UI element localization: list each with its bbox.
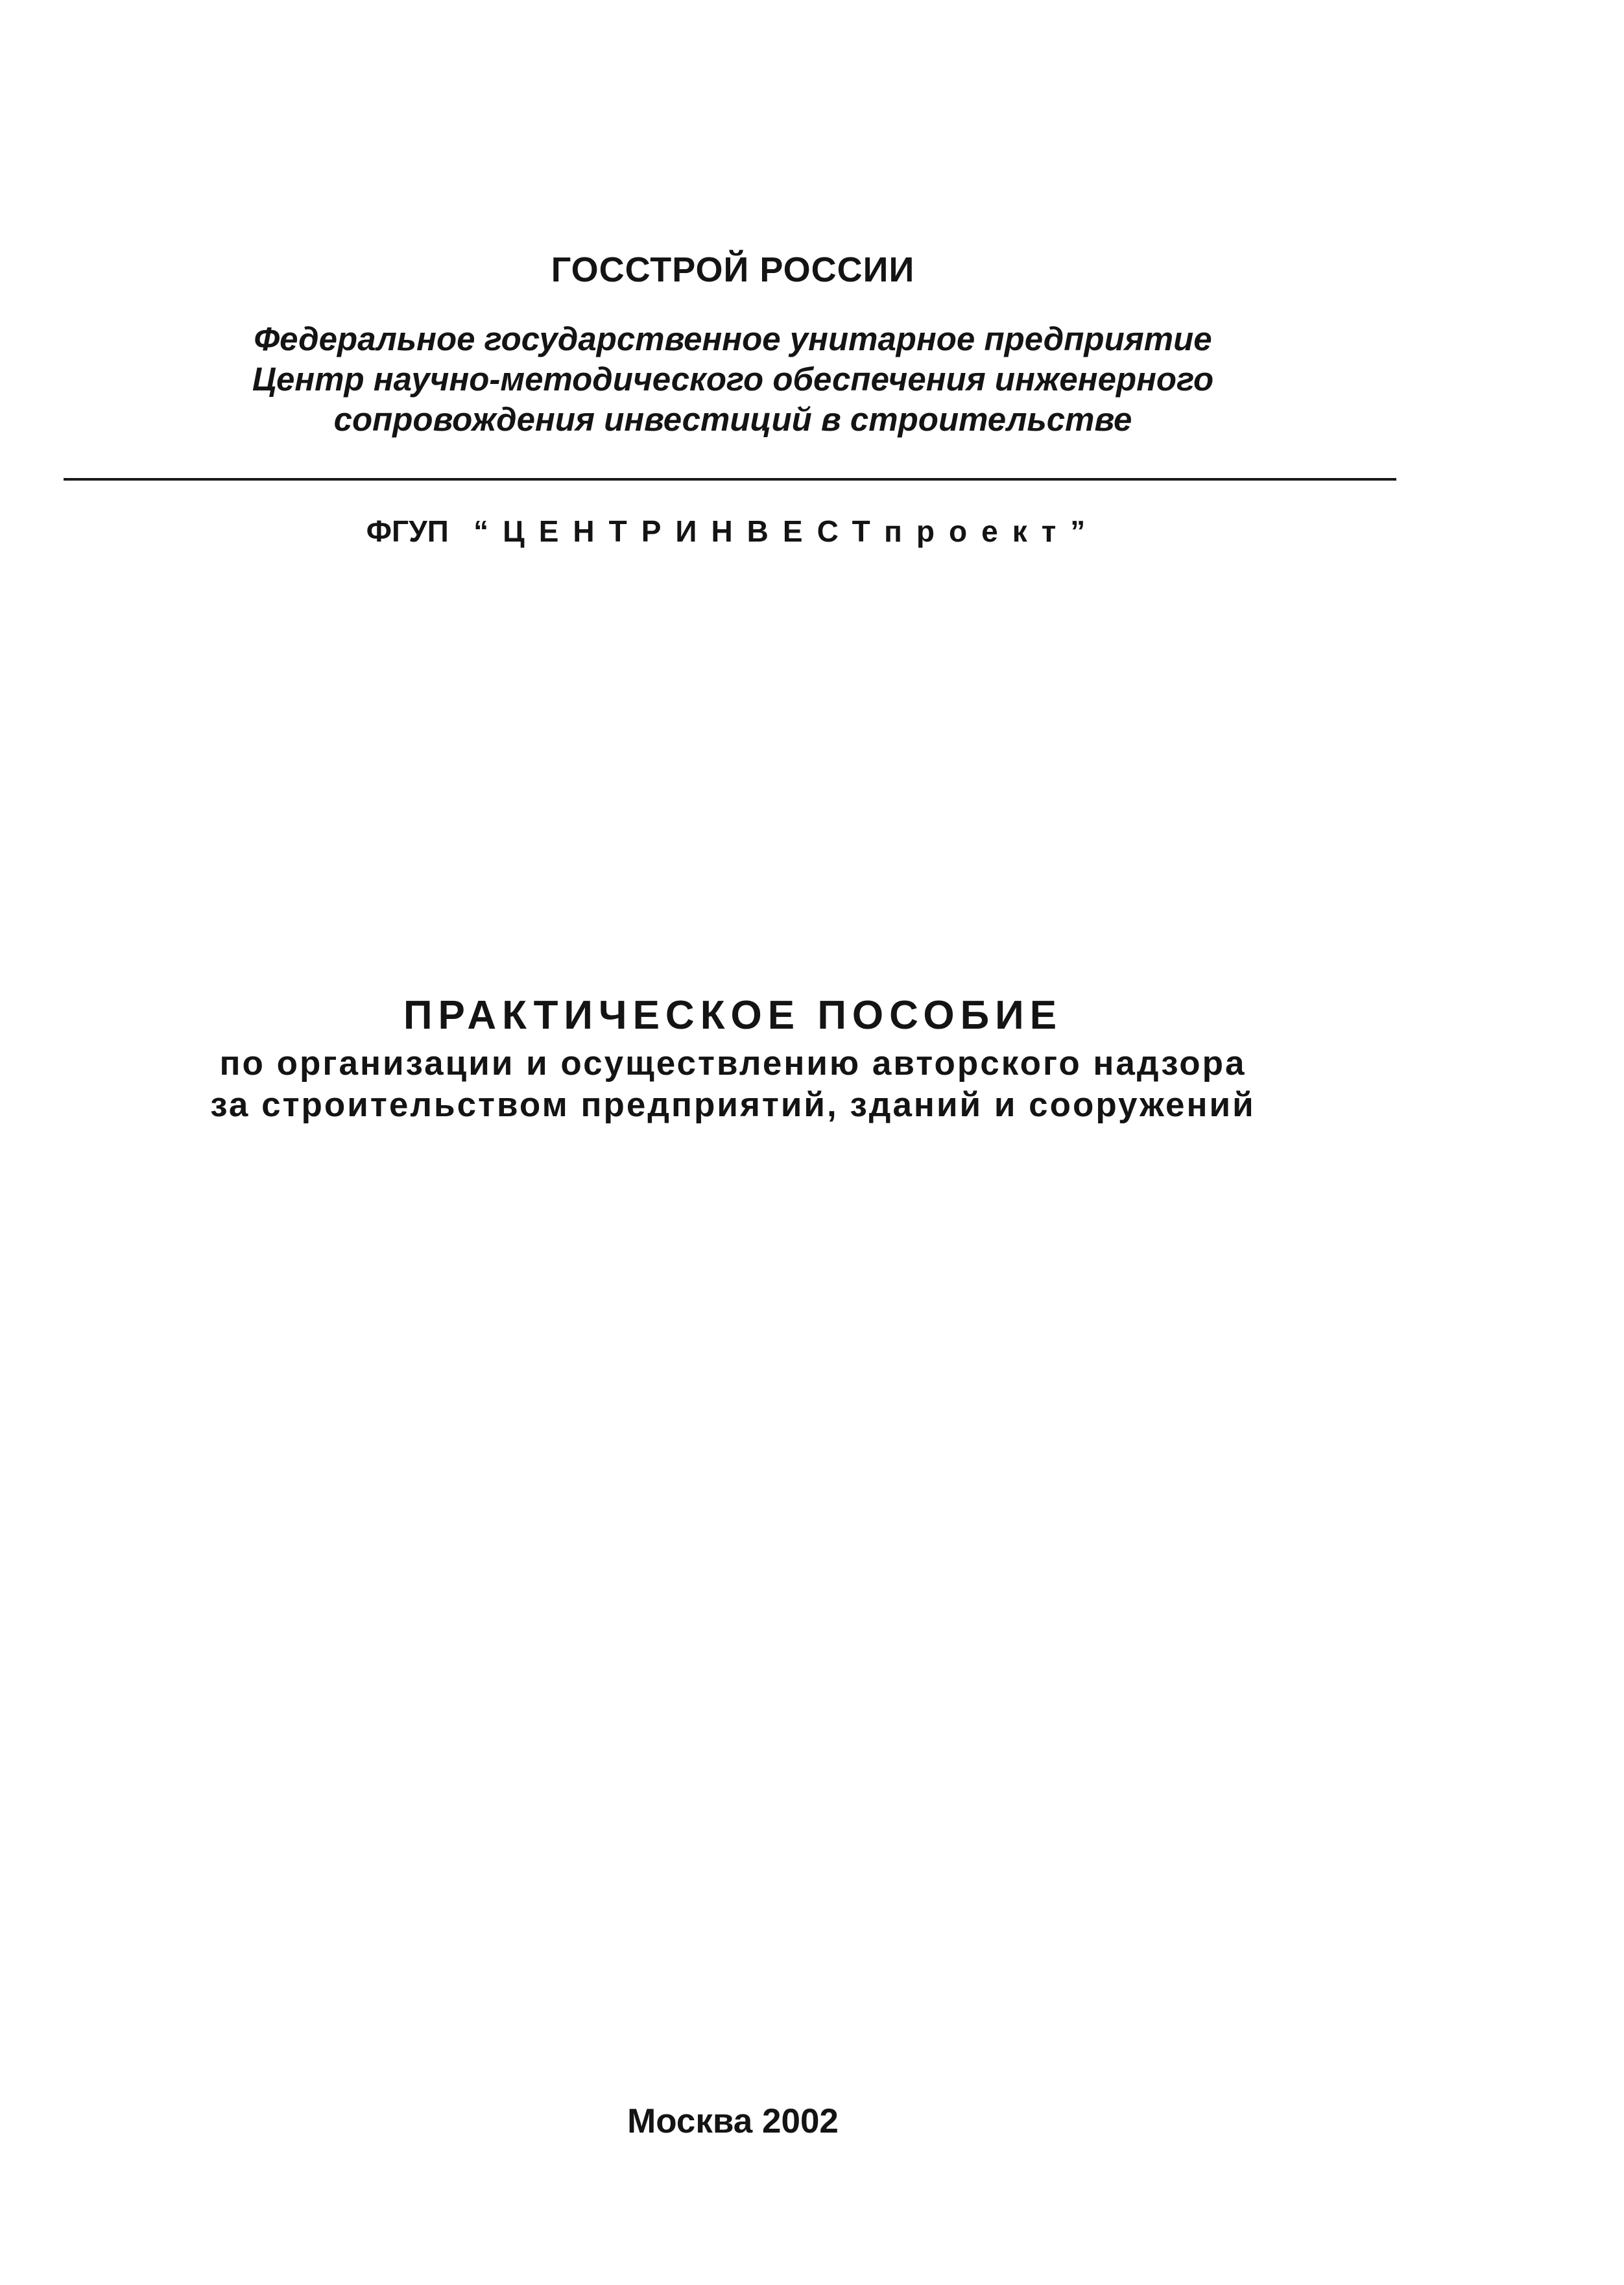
organization-short-name [0,514,1466,549]
subtitle-line: за строительством предприятий, зданий и сооружений [210,1086,1256,1124]
header-divider [64,478,1396,481]
organization-line: Центр научно-методического обеспечения инженерного [252,361,1214,398]
document-title: ПРАКТИЧЕСКОЕ ПОСОБИЕ [403,993,1063,1038]
short-name-text: “ЦЕНТРИНВЕСТпроект” [473,514,1100,548]
organization-name [0,319,1466,440]
agency-heading: ГОССТРОЙ РОССИИ [551,250,915,289]
organization-line: сопровождения инвестиций в строительстве [333,401,1132,438]
subtitle-line: по организации и осуществлению авторского надзора [219,1044,1247,1083]
document-subtitle [0,1043,1466,1126]
organization-line: Федеральное государственное унитарное предприятие [254,320,1212,357]
city-year: Москва 2002 [627,2102,839,2140]
short-name-prefix: ФГУП [366,514,449,548]
